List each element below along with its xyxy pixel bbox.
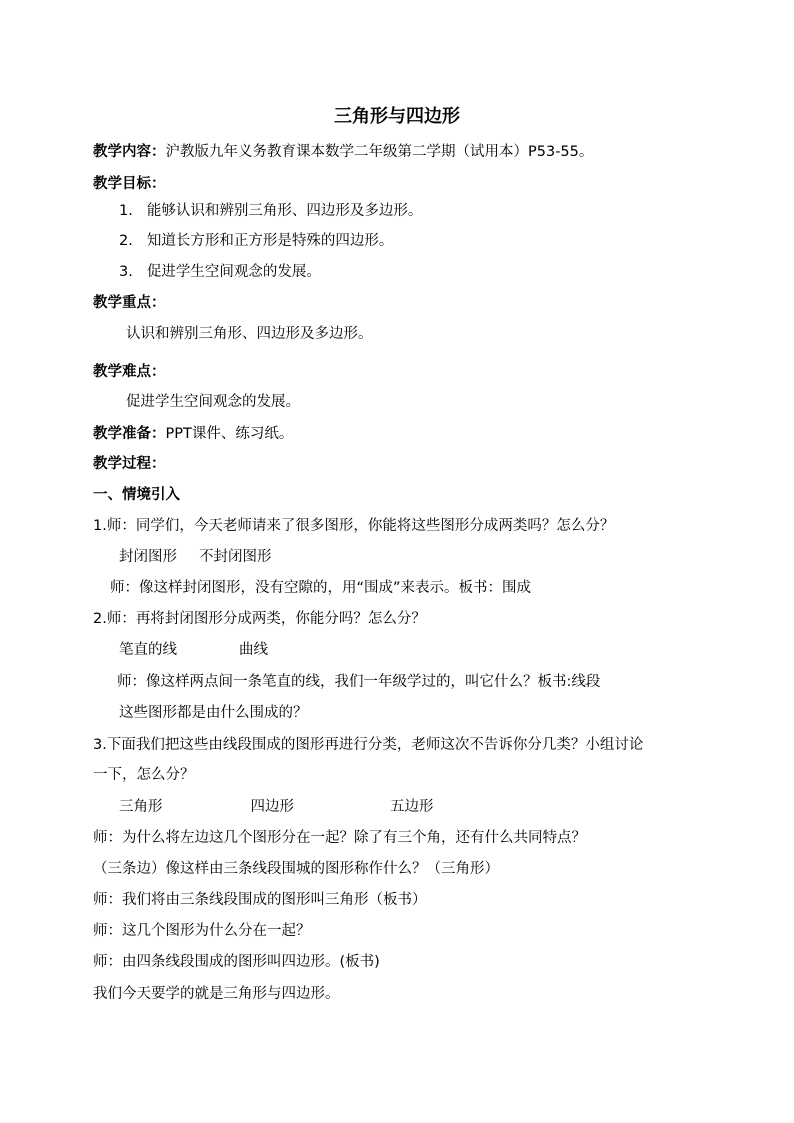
objective-item: 2. 知道长方形和正方形是特殊的四边形。 <box>119 233 394 249</box>
content-label: 教学内容： <box>93 144 166 160</box>
objective-item: 3. 促进学生空间观念的发展。 <box>119 264 321 280</box>
content-text: 沪教版九年义务教育课本数学二年级第二学期（试用本）P53-55。 <box>165 144 594 160</box>
process-line: 这些图形都是由什么围成的？ <box>119 705 308 721</box>
key-points-text: 认识和辨别三角形、四边形及多边形。 <box>126 326 373 342</box>
process-heading: 教学过程： <box>93 456 166 472</box>
process-line: 一下，怎么分？ <box>93 767 195 783</box>
content-line <box>93 142 593 162</box>
process-line: 我们今天要学的就是三角形与四边形。 <box>93 986 340 1002</box>
objective-item: 1. 能够认识和辨别三角形、四边形及多边形。 <box>119 203 423 219</box>
difficulties-text: 促进学生空间观念的发展。 <box>126 394 300 410</box>
process-line: 2.师：再将封闭图形分成两类，你能分吗？怎么分？ <box>93 611 426 627</box>
section-heading: 一、情境引入 <box>93 487 180 503</box>
preparation-label: 教学准备： <box>93 426 166 442</box>
objectives-heading: 教学目标： <box>93 176 166 192</box>
process-line: 3.下面我们把这些由线段围成的图形再进行分类，老师这次不告诉你分几类？小组讨论 <box>93 737 644 753</box>
process-line: 师：像这样封闭图形，没有空隙的，用“围成”来表示。板书：围成 <box>110 580 532 596</box>
preparation-text: PPT课件、练习纸。 <box>165 426 294 442</box>
shape-classification-row: 封闭图形 不封闭图形 <box>119 549 272 565</box>
page-title: 三角形与四边形 <box>334 106 460 127</box>
process-line: 师：这几个图形为什么分在一起？ <box>93 923 311 939</box>
line-classification-row: 笔直的线 曲线 <box>119 642 268 658</box>
difficulties-heading: 教学难点： <box>93 364 166 380</box>
preparation-line <box>93 424 293 444</box>
process-line: 师：为什么将左边这几个图形分在一起？除了有三个角，还有什么共同特点？ <box>93 830 586 846</box>
process-line: 师：我们将由三条线段围成的图形叫三角形（板书） <box>93 892 427 908</box>
process-line: 师：由四条线段围成的图形叫四边形。(板书) <box>93 954 380 970</box>
process-line: 师：像这样两点间一条笔直的线，我们一年级学过的，叫它什么？板书:线段 <box>117 674 601 690</box>
polygon-classification-row: 三角形 四边形 五边形 <box>119 799 434 815</box>
process-line: 1.师：同学们，今天老师请来了很多图形，你能将这些图形分成两类吗？怎么分？ <box>93 518 615 534</box>
process-line: （三条边）像这样由三条线段围城的图形称作什么？（三角形） <box>93 861 499 877</box>
key-points-heading: 教学重点： <box>93 295 166 311</box>
